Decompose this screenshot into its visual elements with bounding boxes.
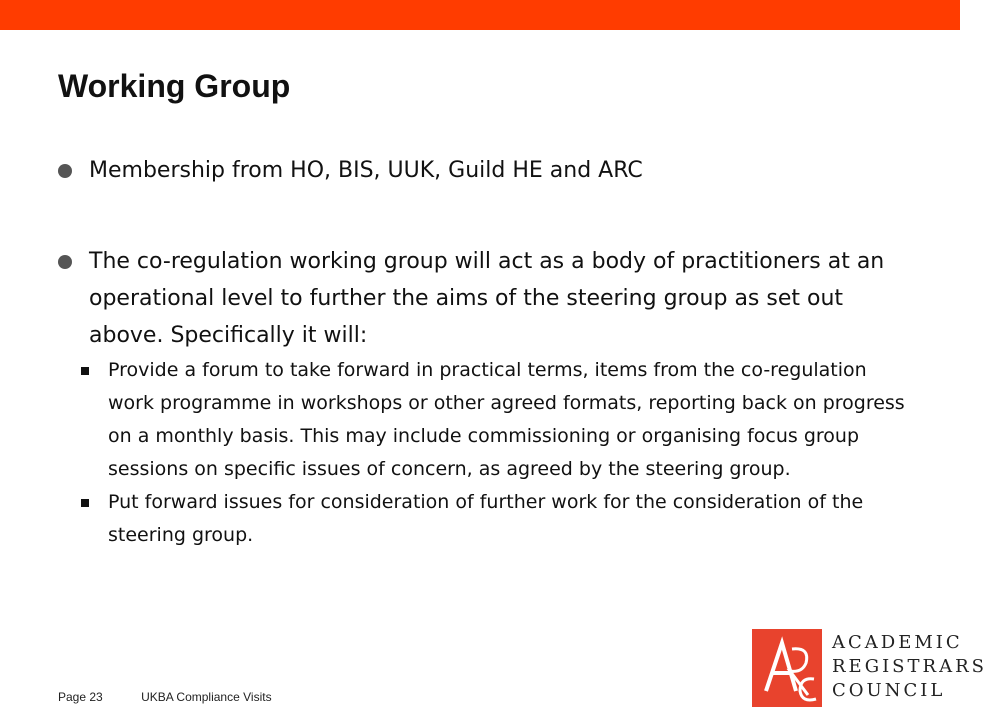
page-number: Page 23 <box>58 690 103 704</box>
sub-bullet-item <box>58 354 908 486</box>
footer-doc-title: UKBA Compliance Visits <box>141 690 272 704</box>
sub-bullet-text: Put forward issues for consideration of further work for the consideration of the steering group. <box>108 491 864 546</box>
square-bullet-icon <box>81 499 89 507</box>
slide-title: Working Group <box>58 68 291 104</box>
logo-wordmark <box>832 631 987 703</box>
slide-footer <box>58 690 307 704</box>
arc-logo-mark-icon <box>752 629 822 707</box>
arc-logo <box>752 625 987 710</box>
sub-bullet-text: Provide a forum to take forward in practical terms, items from the co-regulation work programme in workshops or other agreed formats, reporting back on progress on a monthly basis. This may include commissioning or organising focus group sessions on specific issues of concern, as agreed by the steering group. <box>108 359 905 480</box>
bullet-text: The co-regulation working group will act as a body of practitioners at an operational level to further the aims of the steering group as set out above. Specifically it will: <box>89 249 885 348</box>
logo-line: REGISTRARS <box>832 656 987 677</box>
logo-line: COUNCIL <box>832 680 946 701</box>
logo-line: ACADEMIC <box>832 632 963 653</box>
bullet-text: Membership from HO, BIS, UUK, Guild HE and ARC <box>89 158 643 183</box>
sub-bullet-item <box>58 486 908 552</box>
bullet-item <box>58 243 908 354</box>
square-bullet-icon <box>81 367 89 375</box>
bullet-dot-icon <box>58 255 72 269</box>
slide-content <box>58 152 908 552</box>
bullet-dot-icon <box>58 164 72 178</box>
top-accent-bar <box>0 0 960 30</box>
bullet-item <box>58 152 908 189</box>
